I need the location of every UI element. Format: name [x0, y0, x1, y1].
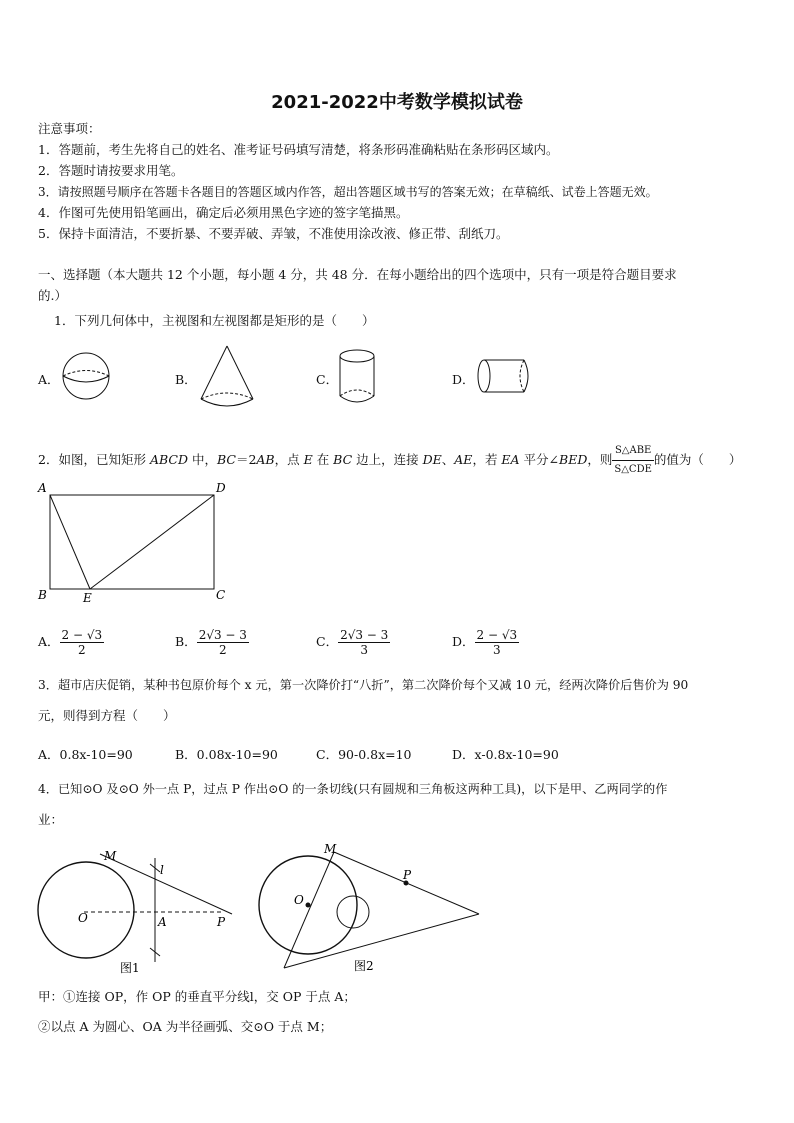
- notice-item: 3．请按照题号顺序在答题卡各题目的答题区域内作答，超出答题区域书写的答案无效；在草稿纸、试卷上答题无效。: [38, 185, 658, 199]
- q1-option-c-label: C．: [316, 372, 339, 387]
- fig1-label-o: O: [78, 911, 88, 925]
- fig2-label-m: M: [324, 842, 337, 856]
- q2-option-d: D． $\frac{2 - √3}{3}$: [452, 628, 518, 657]
- label-e: E: [83, 591, 92, 604]
- label-b: B: [38, 588, 47, 602]
- label-c: C: [216, 588, 226, 602]
- q4-figure-2: [256, 842, 486, 978]
- section-heading-line1: 一、选择题（本大题共 12 个小题，每小题 4 分，共 48 分．在每小题给出的四个选项中，只有一项是符合题目要求: [38, 267, 677, 282]
- q4-figure-1: [36, 842, 246, 978]
- q3-option-b: B．0.08x-10=90: [175, 747, 278, 762]
- cylinder-icon: [335, 346, 379, 408]
- notice-item: 2．答题时请按要求用笔。: [38, 163, 184, 178]
- fig1-label-a: A: [158, 915, 167, 929]
- page-title: 2021-2022中考数学模拟试卷: [271, 92, 523, 113]
- fig1-label-p: P: [217, 915, 226, 929]
- notice-item: 1．答题前，考生先将自己的姓名、准考证号码填写清楚，将条形码准确粘贴在条形码区域内。: [38, 142, 559, 157]
- question-3-line2: 元，则得到方程（ ）: [38, 708, 176, 723]
- horizontal-cylinder-icon: [474, 356, 534, 396]
- cone-icon: [196, 343, 258, 411]
- sphere-icon: [58, 350, 114, 402]
- q2-rectangle-figure: [34, 478, 234, 604]
- question-4-line2: 业：: [38, 812, 64, 827]
- fig1-label-m: M: [104, 849, 117, 863]
- fig1-label-l: l: [160, 863, 164, 877]
- q3-option-a: A．0.8x-10=90: [38, 747, 133, 762]
- q4-step-1: 甲：①连接 OP，作 OP 的垂直平分线l，交 OP 于点 A；: [38, 989, 356, 1004]
- q2-option-b: B． $\frac{2√3 - 3}{2}$: [175, 628, 247, 657]
- area-ratio-fraction: $\frac{\text{S△ABE}}{\text{S△CDE}}$: [612, 442, 654, 479]
- q2-option-c: C． $\frac{2√3 - 3}{3}$: [316, 628, 389, 657]
- fig1-caption: 图1: [120, 961, 140, 975]
- q4-step-2: ②以点 A 为圆心、OA 为半径画弧、交⊙O 于点 M；: [38, 1019, 333, 1034]
- notice-heading: 注意事项：: [38, 121, 101, 136]
- notice-item: 5．保持卡面清洁，不要折暴、不要弄破、弄皱，不准使用涂改液、修正带、刮纸刀。: [38, 226, 509, 241]
- question-4-line1: 4．已知⊙O 及⊙O 外一点 P，过点 P 作出⊙O 的一条切线(只有圆规和三角板这两种工具)，以下是甲、乙两同学的作: [38, 782, 668, 796]
- fig2-label-p: P: [403, 868, 412, 882]
- q1-option-b-label: B．: [175, 372, 197, 387]
- section-heading-line2: 的.）: [38, 288, 67, 303]
- q3-option-d: D．x-0.8x-10=90: [452, 747, 559, 762]
- label-d: D: [216, 481, 226, 495]
- fig2-caption: 图2: [354, 959, 374, 973]
- question-3-line1: 3．超市店庆促销，某种书包原价每个 x 元，第一次降价打“八折”，第二次降价每个又减 10 元，经两次降价后售价为 90: [38, 678, 689, 692]
- label-a: A: [38, 481, 47, 495]
- question-1-stem: 1．下列几何体中，主视图和左视图都是矩形的是（ ）: [54, 313, 375, 328]
- notice-item: 4．作图可先使用铅笔画出，确定后必须用黑色字迹的签字笔描黑。: [38, 205, 409, 220]
- q3-option-c: C．90-0.8x=10: [316, 747, 412, 762]
- question-2-stem: 2．如图，已知矩形 ABCD 中，BC＝2AB，点 E 在 BC 边上，连接 DE、AE，若 EA 平分∠BED，则 $\frac{\text{S△ABE}}{\text{S△CDE}}$ 的值为（ ）: [38, 442, 741, 479]
- fig2-label-o: O: [294, 893, 304, 907]
- q1-option-a-label: A．: [38, 372, 60, 387]
- q2-option-a: A． $\frac{2 - √3}{2}$: [38, 628, 103, 657]
- q1-option-d-label: D．: [452, 372, 475, 387]
